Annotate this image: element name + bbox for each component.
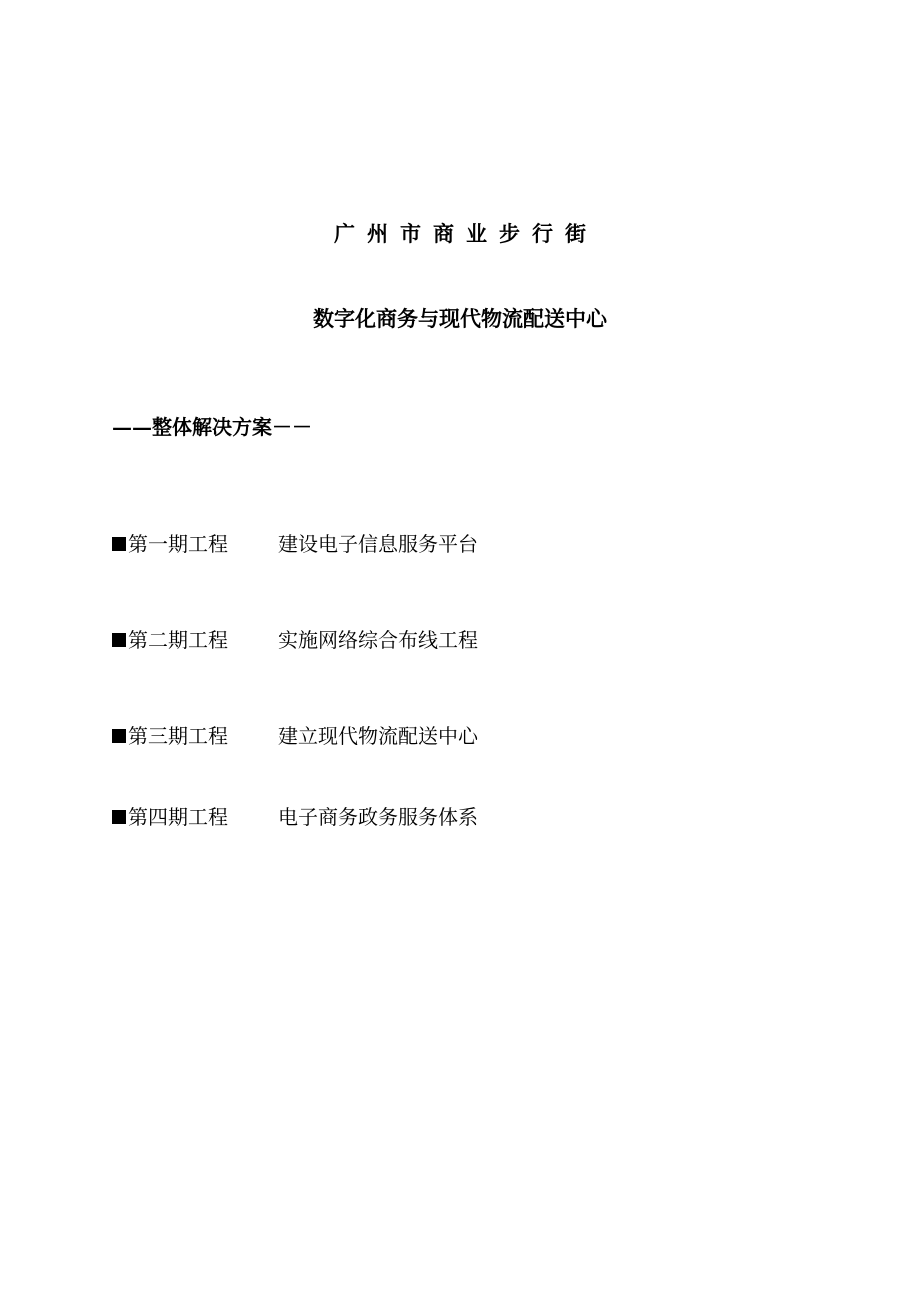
phase-description: 建立现代物流配送中心 xyxy=(278,724,478,748)
black-square-icon xyxy=(112,633,126,647)
phase-name: 第二期工程 xyxy=(128,628,228,652)
phase-description: 实施网络综合布线工程 xyxy=(278,628,478,652)
document-title: 广州市商业步行街 xyxy=(334,221,598,246)
phase-description: 电子商务政务服务体系 xyxy=(278,805,478,829)
phase-name: 第三期工程 xyxy=(128,724,228,748)
black-square-icon xyxy=(112,810,126,824)
phase-item-4 xyxy=(112,804,478,830)
document-tagline: ——整体解决方案－－ xyxy=(112,415,312,439)
black-square-icon xyxy=(112,729,126,743)
phase-item-3 xyxy=(112,723,478,749)
phase-name: 第四期工程 xyxy=(128,805,228,829)
document-subtitle: 数字化商务与现代物流配送中心 xyxy=(313,306,607,331)
phase-name: 第一期工程 xyxy=(128,532,228,556)
black-square-icon xyxy=(112,537,126,551)
phase-item-2 xyxy=(112,627,478,653)
phase-item-1 xyxy=(112,531,478,557)
phase-description: 建设电子信息服务平台 xyxy=(278,532,478,556)
